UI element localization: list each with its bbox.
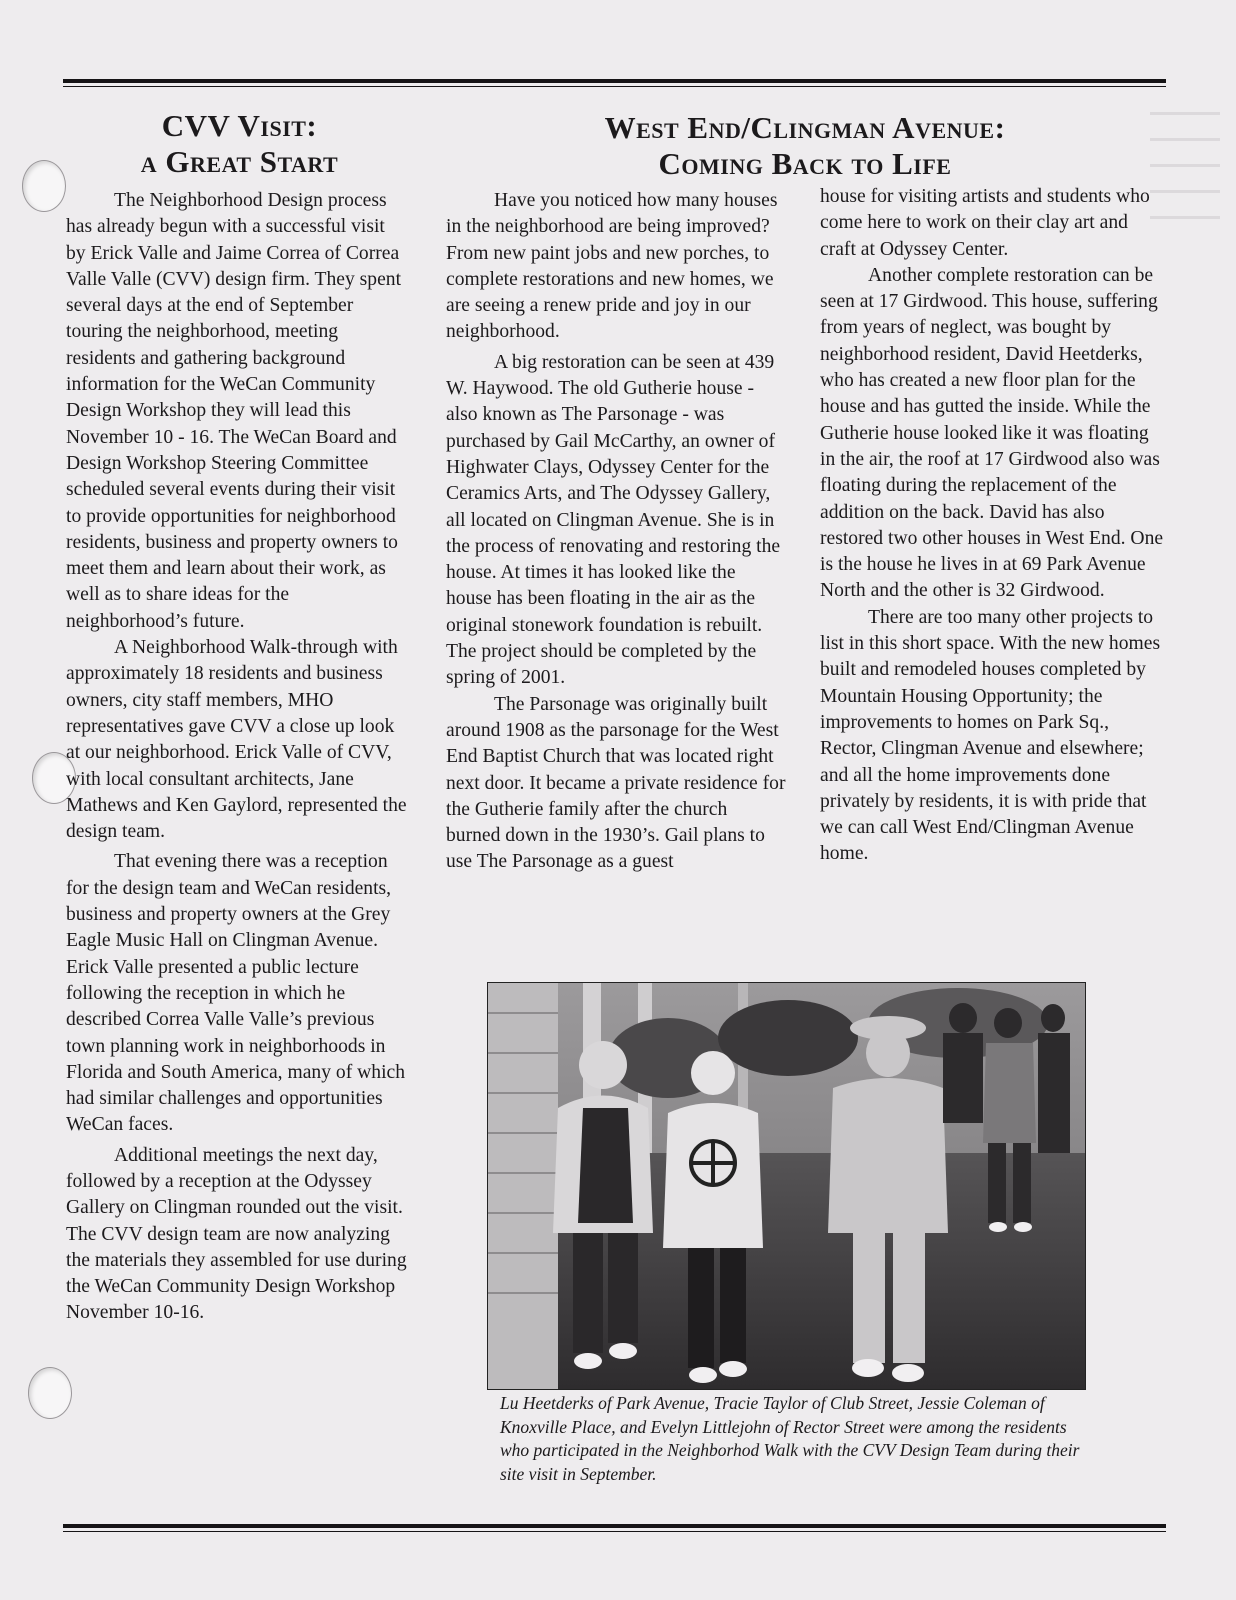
right-col2-paragraph: There are too many other projects to list in this short space. With the new homes built and remodeled houses completed by Mountain Housing Opportunity; the improvements to homes on Park Sq., Rector, Clingman Avenue and elsewhere; and all the home improvements done privately by residents, it is with pride that we can call West End/Clingman Avenue home. (820, 606, 1161, 865)
right-col2-paragraph: house for visiting artists and students who come here to work on their clay art and craft at Odyssey Center. (820, 186, 1150, 260)
left-heading-line-2: a Great Start (140, 144, 339, 179)
top-rule (63, 79, 1166, 83)
neighborhood-walk-photo (487, 982, 1086, 1390)
left-article-heading (62, 108, 417, 180)
binder-hole-top (22, 160, 66, 212)
right-col1-paragraph: Have you noticed how many houses in the neighborhood are being improved? From new paint jobs and new porches, to complete restorations and new homes, we are seeing a renew pride and joy in our neighborhood. (446, 190, 778, 343)
left-paragraph: The Neighborhood Design process has already begun with a successful visit by Erick Valle and Jaime Correa of Correa Valle Valle (CVV) design firm. They spent several days at the end of September touring the neighborhood, meeting residents and gathering background information for the WeCan Community Design Workshop they will lead this November 10 - 16. The WeCan Board and Design Workshop Steering Committee scheduled several events during their visit to provide opportunities for neighborhood residents, business and property owners to meet them and learn about their work, as well as to share ideas for the neighborhood’s future. (66, 190, 402, 632)
binder-hole-bottom (28, 1367, 72, 1419)
photo-caption: Lu Heetderks of Park Avenue, Tracie Taylor of Club Street, Jessie Coleman of Knoxville Place, and Evelyn Littlejohn of Rector Street were among the residents who participated in the Neighborhod Walk with the CVV Design Team during their site visit in September. (500, 1393, 1080, 1484)
left-paragraph: That evening there was a reception for the design team and WeCan residents, business and property owners at the Grey Eagle Music Hall on Clingman Avenue. Erick Valle presented a public lecture following the reception in which he described Correa Valle Valle’s previous town planning work in neighborhoods in Florida and South America, many of which had similar challenges and opportunities WeCan faces. (66, 851, 406, 1136)
left-paragraph: Additional meetings the next day, followed by a reception at the Odyssey Gallery on Clingman rounded out the visit. The CVV design team are now analyzing the materials they assembled for use during the WeCan Community Design Workshop November 10-16. (66, 1144, 407, 1324)
right-col2-paragraph: Another complete restoration can be seen at 17 Girdwood. This house, suffering from years of neglect, was bought by neighborhood resident, David Heetderks, who has created a new floor plan for the house and has gutted the inside. While the Gutherie house looked like it was floating in the air, the roof at 17 Girdwood also was floating during the replacement of the addition on the back. David has also restored two other houses in West End. One is the house he lives in at 69 Park Avenue North and the other is 32 Girdwood. (820, 264, 1164, 602)
right-heading-line-1: West End/Clingman Avenue: (604, 110, 1006, 145)
right-heading-line-2: Coming Back to Life (658, 146, 952, 181)
right-article-column-1 (446, 188, 786, 876)
photo-illustration (488, 983, 1085, 1389)
left-paragraph: A Neighborhood Walk-through with approximately 18 residents and business owners, city staff members, MHO representatives gave CVV a close up look at our neighborhood. Erick Valle of CVV, with local consultant architects, Jane Mathews and Ken Gaylord, represented the design team. (66, 637, 407, 843)
left-article-body (66, 188, 408, 1327)
left-heading-line-1: CVV Visit: (161, 108, 318, 143)
bottom-rule-thin (63, 1531, 1166, 1532)
top-rule-thin (63, 86, 1166, 87)
right-article-column-2 (820, 184, 1165, 868)
bottom-rule (63, 1524, 1166, 1528)
right-col1-paragraph: A big restoration can be seen at 439 W. Haywood. The old Gutherie house - also known as The Parsonage - was purchased by Gail McCarthy, an owner of Highwater Clays, Odyssey Center for the Ceramics Arts, and The Odyssey Gallery, all located on Clingman Avenue. She is in the process of renovating and restoring the house. At times it has looked like the house has been floating in the air as the original stonework foundation is rebuilt. The project should be completed by the spring of 2001. (446, 351, 781, 689)
right-article-heading (430, 110, 1180, 182)
right-col1-paragraph: The Parsonage was originally built around 1908 as the parsonage for the West End Baptist Church that was located right next door. It became a private residence for the Gutherie family after the church burned down in the 1930’s. Gail plans to use The Parsonage as a guest (446, 693, 786, 873)
